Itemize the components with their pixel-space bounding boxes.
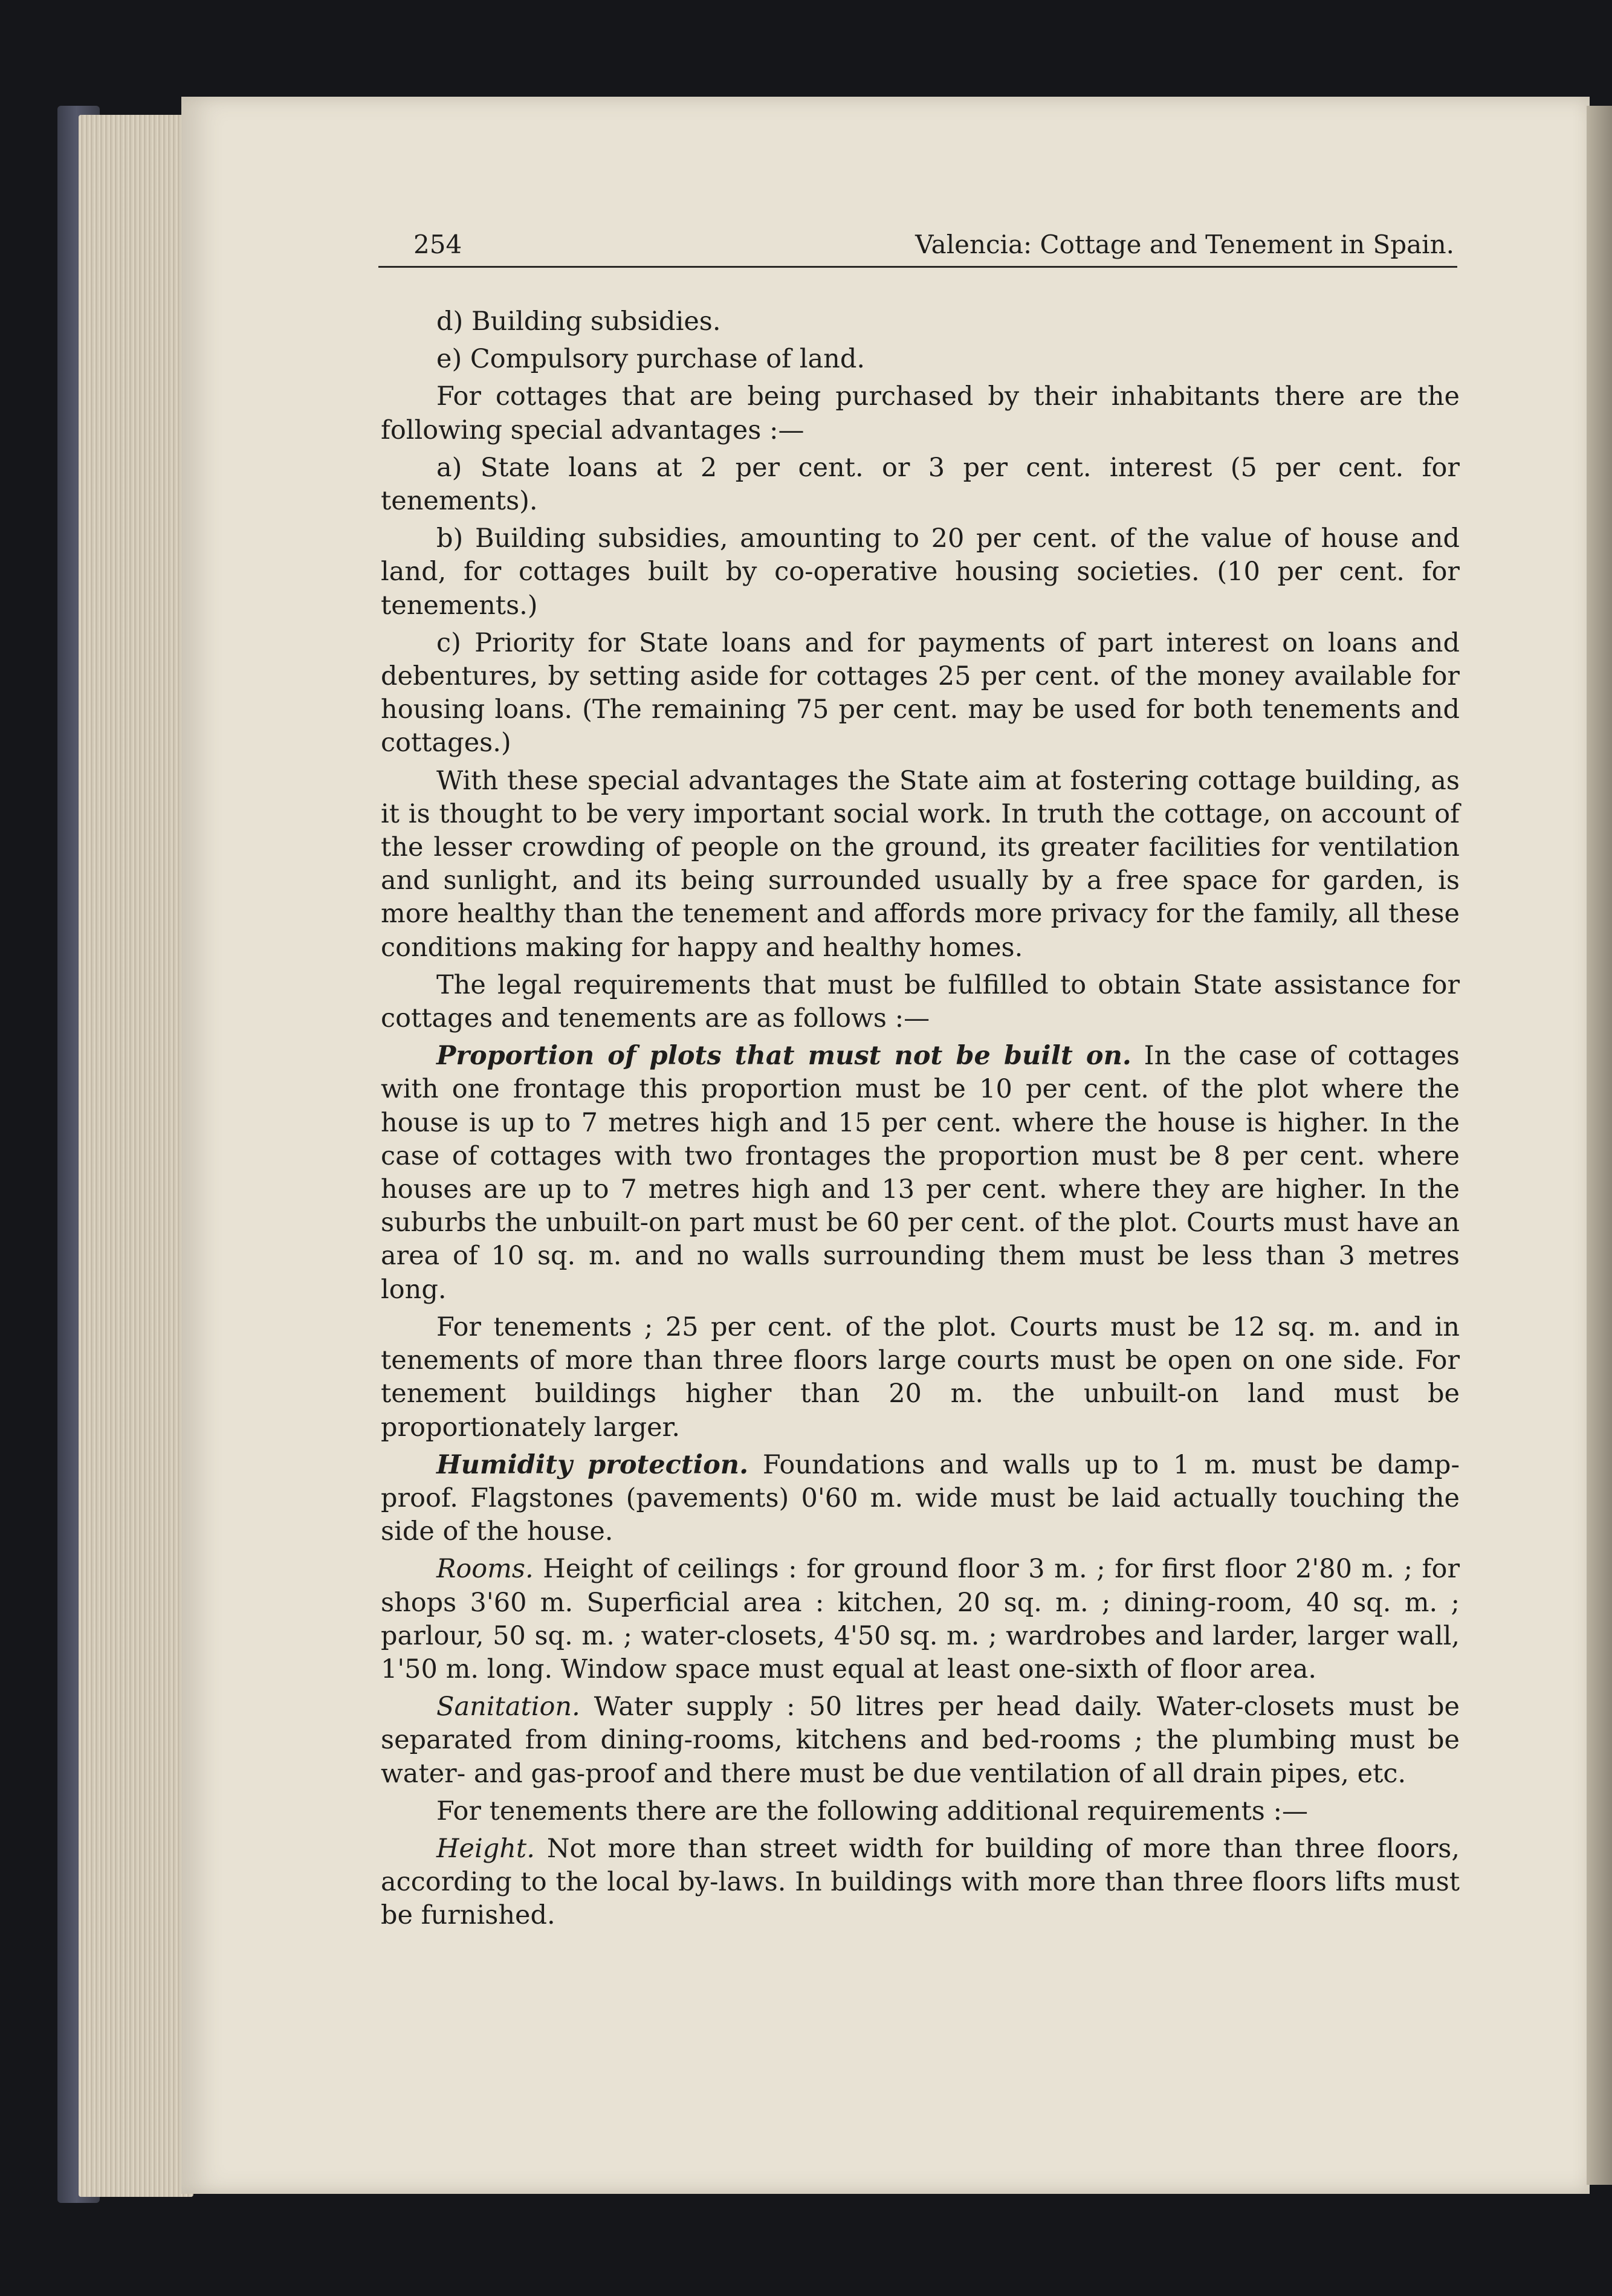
- paragraph: [381, 1832, 1460, 1933]
- paragraph-text: Foundations and walls up to 1 m. must be damp-proof. Flagstones (pavements) 0'60 m. wide must be laid actually touching the side of the house.: [381, 1449, 1460, 1547]
- body-text: [381, 305, 1460, 1937]
- paragraph: The legal requirements that must be fulfilled to obtain State assistance for cottages and tenements are as follows :—: [381, 969, 1460, 1034]
- paragraph-text: Height of ceilings : for ground floor 3 m. ; for first floor 2'80 m. ; for shops 3'60 m. Superficial area : kitchen, 20 sq. m. ; dining-room, 40 sq. m. ; parlour, 50 sq. m. ; water-closets, 4'50 sq. m. ; wardrobes and larder, larger wall, 1'50 m. long. Window space must equal at least one-sixth of floor area.: [381, 1554, 1460, 1684]
- run-in-heading: Sanitation.: [436, 1692, 580, 1722]
- run-in-heading: Humidity protection.: [436, 1449, 749, 1480]
- run-in-heading: Height.: [436, 1833, 535, 1864]
- paragraph: For tenements ; 25 per cent. of the plot. Courts must be 12 sq. m. and in tenements of more than three floors large courts must be open on one side. For tenement buildings higher than 20 m. the unbuilt-on land must be proportionately larger.: [381, 1311, 1460, 1443]
- facing-page-edge: [1587, 106, 1612, 2185]
- paragraph: a) State loans at 2 per cent. or 3 per cent. interest (5 per cent. for tenements).: [381, 452, 1460, 517]
- paragraph: With these special advantages the State aim at fostering cottage building, as it is thought to be very important social work. In truth the cottage, on account of the lesser crowding of people on the ground, its greater facilities for ventilation and sunlight, and its being surrounded usually by a free space for garden, is more healthy than the tenement and affords more privacy for the family, all these conditions making for happy and healthy homes.: [381, 765, 1460, 963]
- paragraph: d) Building subsidies.: [436, 306, 721, 337]
- paragraph: For tenements there are the following additional requirements :—: [436, 1796, 1309, 1826]
- paragraph-text: In the case of cottages with one frontage this proportion must be 10 per cent. of the plot where the house is up to 7 metres high and 15 per cent. where the house is higher. In the case of cottages with two frontages the proportion must be 8 per cent. where houses are up to 7 metres high and 13 per cent. where they are higher. In the suburbs the unbuilt-on part must be 60 per cent. of the plot. Courts must have an area of 10 sq. m. and no walls surrounding them must be less than 3 metres long.: [381, 1041, 1460, 1305]
- run-in-heading: Proportion of plots that must not be built on.: [436, 1041, 1131, 1072]
- paragraph-text: Not more than street width for building of more than three floors, according to the local by-laws. In buildings with more than three floors lifts must be furnished.: [381, 1833, 1460, 1931]
- paragraph: [381, 1449, 1460, 1549]
- run-in-heading: Rooms.: [436, 1554, 534, 1585]
- running-title: Valencia: Cottage and Tenement in Spain.: [915, 230, 1454, 259]
- page-header: [378, 225, 1457, 267]
- paragraph: For cottages that are being purchased by their inhabitants there are the following special advantages :—: [381, 381, 1460, 445]
- paragraph-text: Water supply : 50 litres per head daily. Water-closets must be separated from dining-rooms, kitchens and bed-rooms ; the plumbing must be water- and gas-proof and there must be due ventilation of all drain pipes, etc.: [381, 1692, 1460, 1789]
- paragraph: b) Building subsidies, amounting to 20 per cent. of the value of house and land, for cottages built by co-operative housing societies. (10 per cent. for tenements.): [381, 523, 1460, 621]
- paragraph: [381, 1553, 1460, 1686]
- paragraph: c) Priority for State loans and for payments of part interest on loans and debentures, by setting aside for cottages 25 per cent. of the money available for housing loans. (The remaining 75 per cent. may be used for both tenements and cottages.): [381, 627, 1460, 758]
- paragraph: [381, 1690, 1460, 1791]
- page-edges-stack: [79, 115, 193, 2197]
- paragraph: [381, 1040, 1460, 1307]
- paragraph: e) Compulsory purchase of land.: [436, 344, 866, 375]
- page-number: 254: [413, 230, 462, 259]
- header-rule: [378, 266, 1457, 268]
